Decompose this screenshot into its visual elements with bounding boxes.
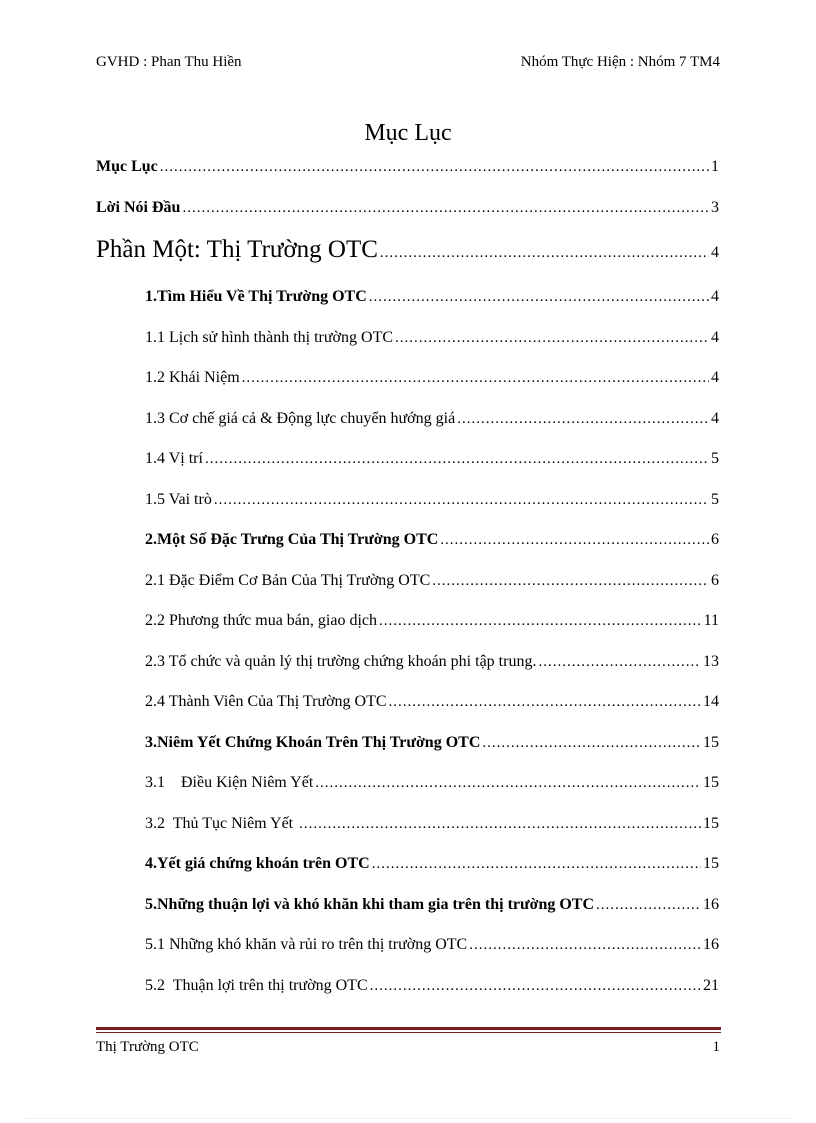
toc-entry-label: 1.4 Vị trí (145, 450, 203, 467)
toc-leader-dots (457, 411, 709, 428)
toc-entry[interactable] (96, 199, 719, 217)
toc-leader-dots (440, 532, 709, 549)
toc-entry-page: 5 (711, 491, 719, 508)
toc-entry[interactable] (96, 236, 719, 264)
page-edge-divider (24, 1118, 792, 1119)
toc-entry-label: 2.Một Số Đặc Trưng Của Thị Trường OTC (145, 531, 439, 548)
toc-entry-page: 3 (711, 199, 719, 216)
toc-entry[interactable] (145, 410, 719, 428)
toc-entry-label: 1.1 Lịch sử hình thành thị trường OTC (145, 329, 394, 346)
toc-entry-page: 15 (703, 774, 719, 791)
toc-entry-label: 1.2 Khái Niệm (145, 369, 240, 386)
toc-entry-page: 6 (711, 572, 719, 589)
header-instructor: GVHD : Phan Thu Hiền (96, 54, 242, 70)
page-number: 1 (712, 1039, 720, 1055)
toc-entry-label: 3.Niêm Yết Chứng Khoán Trên Thị Trường OTC (145, 734, 481, 751)
toc-entry[interactable] (145, 855, 719, 873)
toc-entry[interactable] (145, 369, 719, 387)
toc-leader-dots (380, 245, 709, 262)
toc-leader-dots (432, 573, 709, 590)
toc-entry[interactable] (145, 612, 719, 630)
toc-leader-dots (538, 654, 701, 671)
toc-entry[interactable] (145, 815, 719, 833)
toc-entry-label: 2.3 Tổ chức và quản lý thị trường chứng khoán phi tập trung. (145, 653, 537, 670)
toc-entry[interactable] (145, 288, 719, 306)
toc-entry[interactable] (145, 329, 719, 347)
toc-entry-label: Lời Nói Đầu (96, 199, 181, 216)
toc-entry-label: Mục Lục (96, 158, 158, 175)
toc-entry-page: 5 (711, 450, 719, 467)
toc-entry-page: 16 (703, 936, 719, 953)
toc-entry-page: 15 (703, 815, 719, 832)
toc-leader-dots (242, 370, 709, 387)
toc-leader-dots (389, 694, 701, 711)
toc-leader-dots (214, 492, 709, 509)
toc-entry-page: 11 (703, 612, 719, 629)
toc-entry-page: 16 (703, 896, 719, 913)
toc-leader-dots (469, 937, 701, 954)
toc-leader-dots (370, 978, 701, 995)
toc-entry-page: 4 (711, 369, 719, 386)
toc-entry-page: 4 (711, 410, 719, 427)
toc-entry-page: 14 (703, 693, 719, 710)
toc-leader-dots (372, 856, 701, 873)
toc-entry[interactable] (96, 158, 719, 176)
toc-entry[interactable] (145, 936, 719, 954)
toc-entry-label: 1.5 Vai trò (145, 491, 212, 508)
toc-entry-page: 4 (711, 244, 719, 261)
toc-leader-dots (299, 816, 701, 833)
toc-entry-label: 2.4 Thành Viên Của Thị Trường OTC (145, 693, 387, 710)
toc-entry-label: 5.Những thuận lợi và khó khăn khi tham gia trên thị trường OTC (145, 896, 595, 913)
toc-entry-page: 15 (703, 855, 719, 872)
toc-entry[interactable] (145, 572, 719, 590)
toc-leader-dots (315, 775, 701, 792)
toc-entry-page: 4 (711, 288, 719, 305)
toc-leader-dots (205, 451, 709, 468)
toc-entry-label: Phần Một: Thị Trường OTC (96, 236, 378, 263)
footer-rule-thick (96, 1027, 721, 1030)
footer-rule-thin (96, 1032, 721, 1033)
toc-entry-label: 2.1 Đặc Điểm Cơ Bản Của Thị Trường OTC (145, 572, 431, 589)
toc-leader-dots (182, 200, 709, 217)
toc-entry-label: 1.Tìm Hiểu Về Thị Trường OTC (145, 288, 367, 305)
toc-leader-dots (395, 330, 709, 347)
toc-entry[interactable] (145, 491, 719, 509)
toc-leader-dots (160, 159, 709, 176)
toc-entry-page: 13 (703, 653, 719, 670)
toc-entry[interactable] (145, 531, 719, 549)
toc-entry[interactable] (145, 653, 719, 671)
toc-entry-page: 1 (711, 158, 719, 175)
toc-entry-label: 3.2 Thủ Tục Niêm Yết (145, 815, 298, 832)
toc-entry-label: 3.1 Điều Kiện Niêm Yết (145, 774, 314, 791)
toc-entry[interactable] (145, 734, 719, 752)
footer-title: Thị Trường OTC (96, 1039, 199, 1055)
toc-leader-dots (379, 613, 702, 630)
toc-entry-page: 15 (703, 734, 719, 751)
toc-leader-dots (596, 897, 701, 914)
toc-leader-dots (369, 289, 709, 306)
toc-entry-page: 6 (711, 531, 719, 548)
toc-entry[interactable] (145, 977, 719, 995)
toc-entry-label: 4.Yết giá chứng khoán trên OTC (145, 855, 370, 872)
toc-title: Mục Lục (364, 120, 452, 146)
toc-entry-label: 1.3 Cơ chế giá cả & Động lực chuyển hướng giá (145, 410, 456, 427)
toc-entry[interactable] (145, 896, 719, 914)
header-group: Nhóm Thực Hiện : Nhóm 7 TM4 (520, 54, 720, 70)
toc-entry-label: 2.2 Phương thức mua bán, giao dịch (145, 612, 377, 629)
toc-leader-dots (482, 735, 701, 752)
toc-entry-page: 21 (703, 977, 719, 994)
toc-entry[interactable] (145, 774, 719, 792)
toc-entry-label: 5.2 Thuận lợi trên thị trường OTC (145, 977, 368, 994)
toc-entry[interactable] (145, 693, 719, 711)
toc-entry-label: 5.1 Những khó khăn và rủi ro trên thị trường OTC (145, 936, 468, 953)
toc-entry-page: 4 (711, 329, 719, 346)
toc-entry[interactable] (145, 450, 719, 468)
